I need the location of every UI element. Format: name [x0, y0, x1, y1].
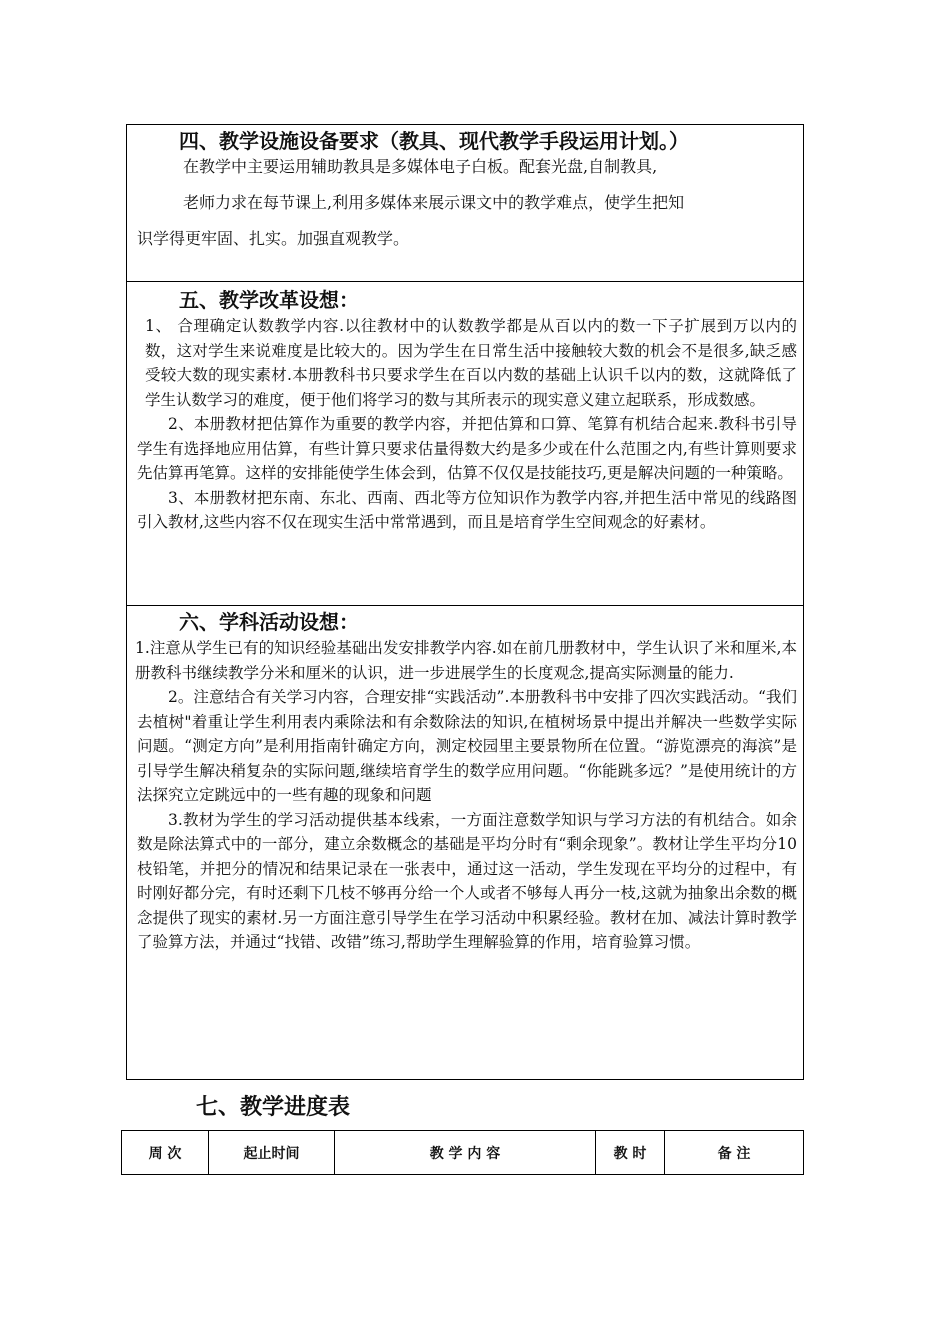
column-week: 周 次 — [122, 1131, 209, 1175]
section-4-box — [126, 124, 804, 282]
section-4-heading: 四、教学设施设备要求（教具、现代教学手段运用计划。） — [179, 129, 689, 153]
column-dates: 起止时间 — [209, 1131, 335, 1175]
schedule-header-row — [122, 1131, 804, 1175]
column-remarks: 备 注 — [665, 1131, 804, 1175]
section-5-box — [126, 281, 804, 606]
section-4-line-2: 老师力求在每节课上,利用多媒体来展示课文中的教学难点，使学生把知 — [183, 193, 685, 212]
section-4-line-1: 在教学中主要运用辅助教具是多媒体电子白板。配套光盘,自制教具, — [183, 157, 658, 176]
column-hours: 教 时 — [596, 1131, 665, 1175]
section-5-paragraph-2: 2、本册教材把估算作为重要的教学内容，并把估算和口算、笔算有机结合起来.教科书引导学生有选择地应用估算，有些计算只要求估量得数大约是多少或在什么范围之内,有些计算则要求先估算再笔算。这样的安排能使学生体会到，估算不仅仅是技能技巧,更是解决问题的一种策略。 — [137, 415, 797, 482]
section-7-heading: 七、教学进度表 — [196, 1094, 351, 1120]
section-5-heading: 五、教学改革设想： — [179, 288, 359, 312]
column-content: 教 学 内 容 — [335, 1131, 596, 1175]
section-4-line-3: 识学得更牢固、扎实。加强直观教学。 — [137, 229, 410, 248]
section-6-paragraph-3: 3.教材为学生的学习活动提供基本线索，一方面注意数学知识与学习方法的有机结合。如余数是除法算式中的一部分，建立余数概念的基础是平均分时有“剩余现象”。教材让学生平均分10枝铅笔，并把分的情况和结果记录在一张表中，通过这一活动，学生发现在平均分的过程中，有时刚好都分完，有时还剩下几枝不够再分给一个人或者不够每人再分一枝,这就为抽象出余数的概念提供了现实的素材.另一方面注意引导学生在学习活动中积累经验。教材在加、减法计算时教学了验算方法，并通过“找错、改错”练习,帮助学生理解验算的作用，培育验算习惯。 — [137, 810, 797, 951]
section-6-heading: 六、学科活动设想： — [179, 610, 359, 634]
schedule-table — [121, 1130, 804, 1175]
section-6-paragraph-1: 1.注意从学生已有的知识经验基础出发安排教学内容.如在前几册教材中，学生认识了米和厘米,本册教科书继续教学分米和厘米的认识，进一步进展学生的长度观念,提高实际测量的能力. — [135, 639, 797, 682]
section-6-box — [126, 605, 804, 1080]
section-5-paragraph-1: 1、 合理确定认数教学内容.以往教材中的认数教学都是从百以内的数一下子扩展到万以内的数，这对学生来说难度是比较大的。因为学生在日常生活中接触较大数的机会不是很多,缺乏感受较大数的现实素材.本册教科书只要求学生在百以内数的基础上认识千以内的数，这就降低了学生认数学习的难度，便于他们将学习的数与其所表示的现实意义建立起联系，形成数感。 — [145, 317, 797, 409]
section-5-paragraph-3: 3、本册教材把东南、东北、西南、西北等方位知识作为教学内容,并把生活中常见的线路图引入教材,这些内容不仅在现实生活中常常遇到，而且是培育学生空间观念的好素材。 — [137, 488, 797, 531]
section-6-paragraph-2: 2。注意结合有关学习内容，合理安排“实践活动”.本册教科书中安排了四次实践活动。“我们去植树"着重让学生利用表内乘除法和有余数除法的知识,在植树场景中提出并解决一些数学实际问题。“测定方向”是利用指南针确定方向，测定校园里主要景物所在位置。“游览漂亮的海滨”是引导学生解决稍复杂的实际问题,继续培育学生的数学应用问题。“你能跳多远？”是使用统计的方法探究立定跳远中的一些有趣的现象和问题 — [137, 688, 797, 804]
